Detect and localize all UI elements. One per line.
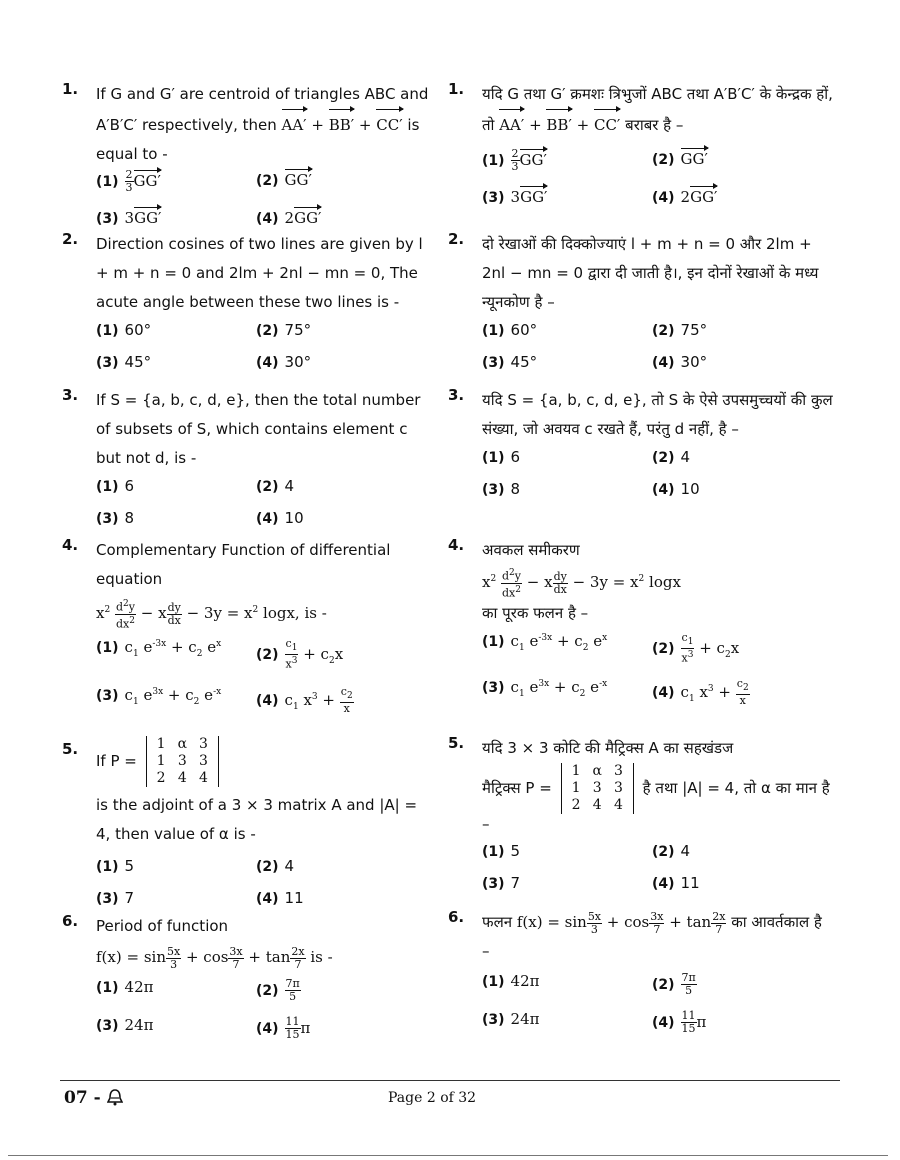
question-number: 1. [448,80,465,98]
question-5-hi [448,734,833,912]
options [96,638,432,728]
question-number: 5. [62,740,79,758]
option-4[interactable]: (4) 2GG′ [256,209,322,227]
question-1-hi [448,80,833,218]
option-1[interactable]: (1) 42π [96,978,154,996]
question-2-hi [448,230,833,391]
option-4[interactable]: (4) $c_1$ $x^3$ + $\frac{c_2}{x}$ [256,685,353,716]
option-1[interactable]: (1) 5 [482,842,521,860]
vector-sum: AA′ + BB′ + CC′ [499,116,620,134]
options [482,972,833,1052]
option-4[interactable]: (4) 30° [652,353,708,371]
option-1[interactable]: (1) 60° [482,321,538,339]
option-3[interactable]: (3) 3GG′ [482,188,548,206]
option-2[interactable]: (2) GG′ [652,150,708,168]
equation: f(x) = sin $\frac{5x}{3}$ + cos $\frac{3x}{7}$ + tan $\frac{2x}{7}$ is - [96,944,333,971]
question-text-cont [482,763,833,834]
question-2-en [62,230,432,391]
option-2[interactable]: (2) $\frac{7\pi}{5}$ [256,977,300,1003]
question-text-part: If P = [96,752,137,770]
matrix-p: 1 α 3 1 3 3 2 4 4 [146,736,219,787]
options [482,842,833,912]
option-4[interactable]: (4) $\frac{11}{15}$ π [256,1015,311,1041]
option-2[interactable]: (2) 75° [256,321,312,339]
option-2[interactable]: (2) 4 [652,842,691,860]
equation: $x^2$ $\frac{d^2y}{dx^2}$ − x $\frac{dy}{dx}$ − $3y = x^2$ logx [482,567,681,600]
option-3[interactable]: (3) 3GG′ [96,209,162,227]
options [482,321,833,391]
option-2[interactable]: (2) $\frac{7\pi}{5}$ [652,971,696,997]
option-3[interactable]: (3) 7 [482,874,521,892]
question-number: 6. [448,908,465,926]
option-3[interactable]: (3) 24π [482,1010,540,1028]
question-text: अवकल समीकरण [482,541,580,559]
option-2[interactable]: (2) 4 [256,857,295,875]
question-4-hi [448,536,833,712]
question-text: If S = {a, b, c, d, e}, then the total number of subsets of S, which contains element c but not d, is - [96,391,421,467]
option-1[interactable]: (1) 6 [482,448,521,466]
paper-code-text: 07 - [64,1088,107,1108]
option-3[interactable]: (3) 8 [96,509,135,527]
option-2[interactable]: (2) GG′ [256,171,312,189]
option-1[interactable]: (1) $c_1$ $e^{-3x} + c_2$ $e^x$ [96,638,222,660]
question-5-en [62,736,432,927]
options [482,148,833,218]
option-3[interactable]: (3) 7 [96,889,135,907]
option-2[interactable]: (2) $\frac{c_1}{x^3}$ + $c_2x$ [652,631,740,665]
question-text: यदि S = {a, b, c, d, e}, तो S के ऐसे उपसमुच्चयों की कुल संख्या, जो अवयव c रखते हैं, परंतु d नहीं, है – [482,391,833,438]
question-number: 4. [448,536,465,554]
question-number: 4. [62,536,79,554]
question-number: 2. [62,230,79,248]
question-text-cont: is the adjoint of a 3 × 3 matrix A and |A| = 4, then value of α is - [96,796,418,843]
question-text [482,80,833,140]
question-text-part: है तथा |A| = 4, तो α का मान है – [482,779,830,833]
question-text: Direction cosines of two lines are given by l + m + n = 0 and 2lm + 2nl − mn = 0, The acute angle between these two lines is - [96,235,423,311]
question-1-en [62,80,432,239]
question-6-en [62,912,432,1058]
equation: $x^2$ $\frac{d^2y}{dx^2}$ − x $\frac{dy}{dx}$ − $3y = x^2$ logx, is - [96,598,327,631]
question-text: यदि 3 × 3 कोटि की मैट्रिक्स A का सहखंडज [482,739,734,757]
option-4[interactable]: (4) $\frac{11}{15}$ π [652,1009,707,1035]
bottom-rule [8,1155,888,1156]
question-text: Period of function [96,917,229,935]
question-4-en [62,536,432,728]
question-number: 2. [448,230,465,248]
option-1[interactable]: (1) 5 [96,857,135,875]
option-4[interactable]: (4) 10 [652,480,700,498]
option-3[interactable]: (3) 8 [482,480,521,498]
question-text-part: बराबर है – [625,116,684,134]
option-4[interactable]: (4) 2GG′ [652,188,718,206]
question-number: 3. [62,386,79,404]
options [96,169,432,239]
question-text-part: मैट्रिक्स P = [482,779,552,797]
question-text: फलन f(x) = sin $\frac{5x}{3}$ + cos $\frac{3x}{7}$ + tan $\frac{2x}{7}$ का आवर्तकाल है – [482,909,822,960]
question-text-part: If G and G′ are centroid of triangles ABC and A′B′C′ respectively, then [96,85,429,134]
question-text-part: यदि G तथा G′ क्रमशः त्रिभुजों ABC तथा A′B′C′ के केन्द्रक हों, तो [482,85,833,134]
question-text [96,80,432,169]
question-number: 3. [448,386,465,404]
matrix-p: 1 α 3 1 3 3 2 4 4 [561,763,634,814]
paper-code [64,1088,123,1108]
page-number: Page 2 of 32 [388,1090,477,1106]
bell-icon [107,1088,123,1106]
options [482,448,833,518]
option-3[interactable]: (3) 24π [96,1016,154,1034]
option-4[interactable]: (4) 10 [256,509,304,527]
question-3-en [62,386,432,547]
option-4[interactable]: (4) 11 [652,874,700,892]
option-1[interactable]: (1) 6 [96,477,135,495]
option-4[interactable]: (4) 11 [256,889,304,907]
option-1[interactable]: (1) 42π [482,972,540,990]
option-2[interactable]: (2) 75° [652,321,708,339]
option-3[interactable]: (3) 45° [482,353,538,371]
question-text: Complementary Function of differential equation [96,541,391,588]
option-1[interactable]: (1) $\frac{2}{3}$ GG′ [96,168,161,194]
option-1[interactable]: (1) $c_1$ $e^{-3x} + c_2$ $e^x$ [482,632,608,654]
question-3-hi [448,386,833,518]
option-1[interactable]: (1) 60° [96,321,152,339]
question-text [96,736,432,787]
question-number: 6. [62,912,79,930]
option-4[interactable]: (4) $c_1$ $x^3$ + $\frac{c_2}{x}$ [652,677,749,708]
question-number: 1. [62,80,79,98]
options [482,632,833,712]
option-4[interactable]: (4) 30° [256,353,312,371]
question-number: 5. [448,734,465,752]
question-text-cont: का पूरक फलन है – [482,604,589,623]
options [96,978,432,1058]
option-1[interactable]: (1) $\frac{2}{3}$ GG′ [482,147,547,173]
option-2[interactable]: (2) 4 [256,477,295,495]
option-3[interactable]: (3) $c_1$ $e^{3x} + c_2$ $e^{-x}$ [96,686,222,708]
footer-divider [60,1080,840,1081]
question-6-hi [448,908,833,1052]
option-2[interactable]: (2) $\frac{c_1}{x^3}$ + $c_2x$ [256,637,344,671]
vector-sum: AA′ + BB′ + CC′ [282,116,403,134]
options [96,321,432,391]
option-2[interactable]: (2) 4 [652,448,691,466]
question-text: दो रेखाओं की दिक्कोज्याएं l + m + n = 0 और 2lm + 2nl − mn = 0 द्वारा दी जाती है।, इन दोनों रेखाओं के मध्य न्यूनकोण है – [482,235,819,311]
option-3[interactable]: (3) $c_1$ $e^{3x} + c_2$ $e^{-x}$ [482,678,608,700]
question-text-part: is equal to - [96,116,420,163]
option-3[interactable]: (3) 45° [96,353,152,371]
